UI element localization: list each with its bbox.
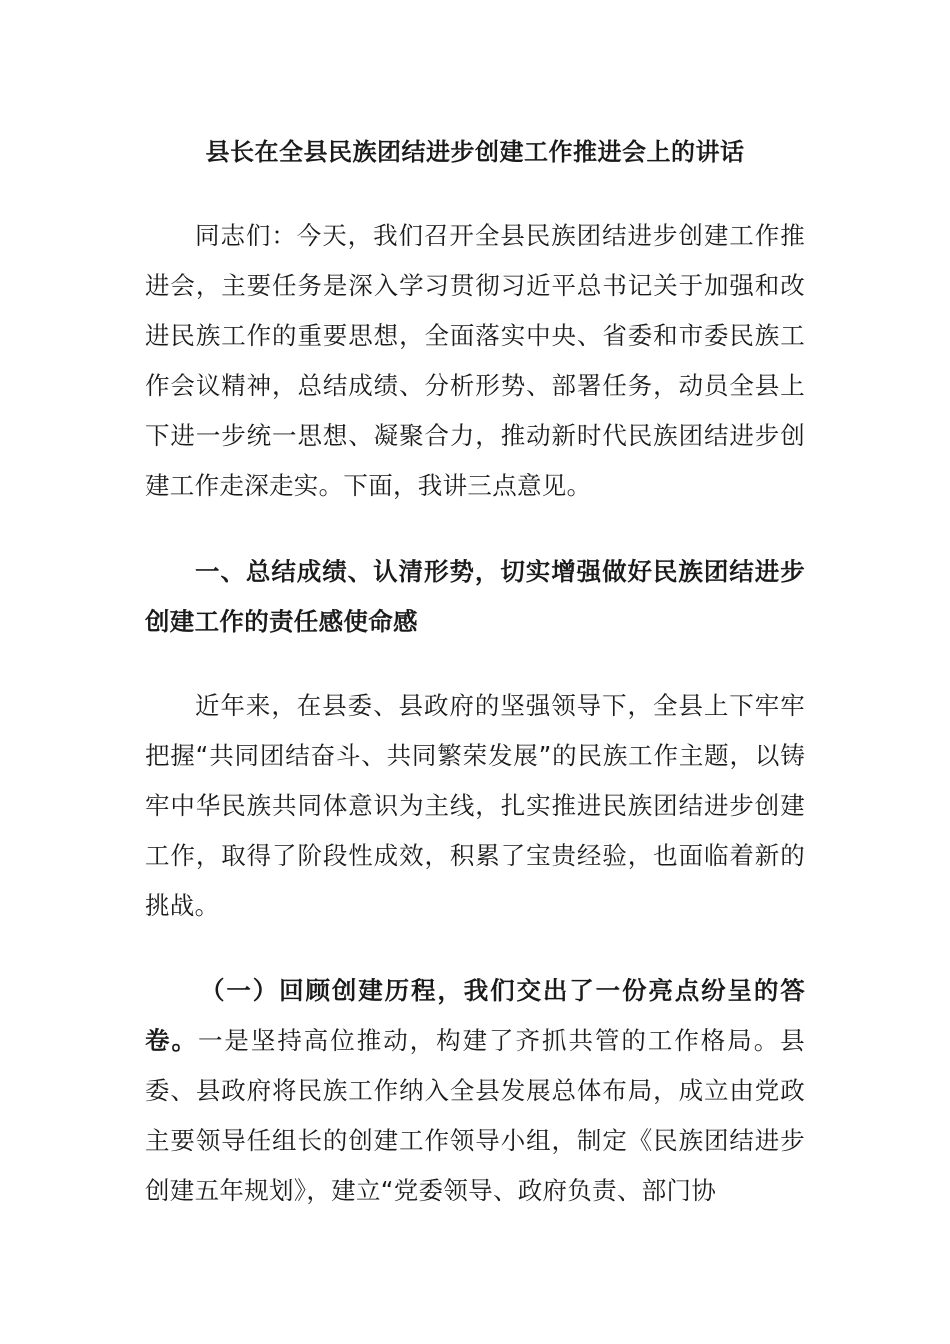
section-1-intro-paragraph: 近年来，在县委、县政府的坚强领导下，全县上下牢牢把握“共同团结奋斗、共同繁荣发展”的民族工作主题，以铸牢中华民族共同体意识为主线，扎实推进民族团结进步创建工作，取得了阶段性成效，积累了宝贵经验，也面临着新的挑战。 (145, 691, 805, 920)
subsection-1-body: 一是坚持高位推动，构建了齐抓共管的工作格局。县委、县政府将民族工作纳入全县发展总体布局，成立由党政主要领导任组长的创建工作领导小组，制定《民族团结进步创建五年规划》，建立“党委领导、政府负责、部门协 (145, 1026, 805, 1205)
opening-paragraph: 同志们：今天，我们召开全县民族团结进步创建工作推进会，主要任务是深入学习贯彻习近平总书记关于加强和改进民族工作的重要思想，全面落实中央、省委和市委民族工作会议精神，总结成绩、分析形势、部署任务，动员全县上下进一步统一思想、凝聚合力，推动新时代民族团结进步创建工作走深走实。下面，我讲三点意见。 (145, 221, 805, 500)
section-heading-1: 一、总结成绩、认清形势，切实增强做好民族团结进步创建工作的责任感使命感 (145, 557, 805, 636)
subsection-1-lead: （一）回顾创建历程，我们交出了一份亮点纷呈的答卷。 (145, 976, 805, 1055)
subsection-1-paragraph (145, 966, 805, 1216)
document-title: 县长在全县民族团结进步创建工作推进会上的讲话 (205, 138, 745, 166)
